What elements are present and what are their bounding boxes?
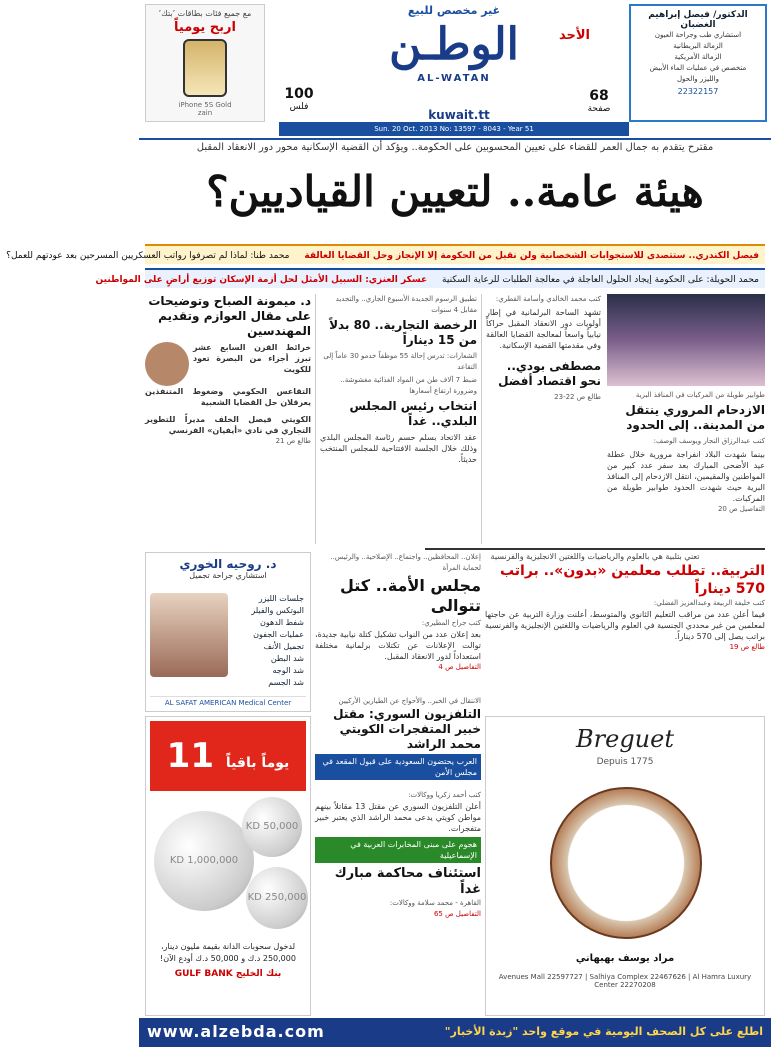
story-more: التفاصيل ص 4 xyxy=(438,663,481,671)
watch-since: Depuis 1775 xyxy=(596,757,654,767)
logo-tag: غير مخصص للبيع xyxy=(407,4,501,17)
derm-doctor-name: د. روحيه الخوري xyxy=(179,557,277,571)
gulf-bank-ad[interactable] xyxy=(145,716,311,1016)
opinion-column[interactable] xyxy=(145,294,311,544)
ad-line-2: اربح يومياً xyxy=(174,20,236,35)
ad-line-3: iPhone 5S Gold xyxy=(178,101,232,109)
derm-service: تجميل الأنف xyxy=(263,642,304,651)
story-bar: هجوم على مبنى المخابرات العربية في الإسماعيلية xyxy=(315,837,481,863)
license-story[interactable] xyxy=(315,294,477,544)
story-byline: كتب جراح المطيري: xyxy=(421,619,481,627)
derm-service: شفط الدهون xyxy=(260,618,304,627)
doctor-line-3: الزمالة الأمريكية xyxy=(674,53,722,61)
derm-specialty: استشاري جراحة تجميل xyxy=(189,571,267,580)
syria-story[interactable] xyxy=(315,696,481,786)
gulf-ad-text: لدخول سحوبات الدانة بقيمة مليون دينار، 250,000 د.ك و 50,000 د.ك أودع الآن! xyxy=(160,942,296,963)
story-body: تشهد الساحة البرلمانية في إطار أولويات دور الانعقاد المقبل حراكاً نيابياً واسعاً لمعالجة القضايا العالقة وفي مقدمتها القضية الإسكانية. xyxy=(486,308,601,350)
story-kicker: إعلان.. المحافظين.. واجتماع.. الإصلاحية.. والرئيس.. لحماية المرأة xyxy=(330,553,481,572)
story-headline: الرخصة التجارية.. 80 بدلاً من 15 ديناراً xyxy=(329,318,477,347)
quote-headline: مصطفى بودي.. نحو اقتصاد أفضل xyxy=(498,359,601,388)
story-headline: الازدحام المروري ينتقل من المدينة.. إلى الحدود xyxy=(625,403,765,432)
story-body: بينما شهدت البلاد انفراجة مرورية خلال عطلة عيد الأضحى المبارك بعد سفر عدد كبير من المواطنين والمقيمين، انتقل الازدحام إلى المنافذ البرية حيث شهدت الحدود طوابير طويلة من المركبات. xyxy=(607,450,765,503)
derm-service: شد البطن xyxy=(270,654,304,663)
doctor-photo xyxy=(150,593,228,677)
logo-arabic: الوطـن xyxy=(389,19,519,70)
story-headline: مجلس الأمة.. كتل تتوالى xyxy=(339,576,481,615)
iphone-image xyxy=(183,39,227,97)
story-byline: كتب خليفة الربيعة وعبدالعزيز الفضلي: xyxy=(653,599,765,607)
days-left-count: 11 xyxy=(166,736,214,776)
price-unit: فلس xyxy=(289,102,309,112)
council-headline: انتخاب رئيس المجلس البلدي.. غداً xyxy=(349,399,477,428)
doctor-name: الدكتور/ فيصل إبراهيم الغضبان xyxy=(648,10,748,30)
education-story[interactable] xyxy=(485,562,765,712)
issue-day: الأحد xyxy=(559,28,591,43)
story-byline: كتب أحمد زكريا ووكالات: xyxy=(408,791,481,799)
column-item-2: التقاعس الحكومي وضغوط المتنفذين يعرقلان حل القضايا الشعبية xyxy=(145,387,311,407)
derm-services xyxy=(251,593,304,689)
breguet-watch-ad[interactable] xyxy=(485,716,765,1016)
story-sub-2: ضبط 7 آلاف طن من المواد الغذائية مغشوشة.. وضرورة ارتفاع أسعارها xyxy=(340,376,477,395)
headline-strip-2 xyxy=(95,268,765,288)
derm-service: شد الجسم xyxy=(268,678,304,687)
strip2-item-b[interactable]: عسكر العنزي: السبيل الأمثل لحل أزمة الإسكان توزيع أراضٍ على المواطنين xyxy=(95,275,428,285)
story-byline: كتب محمد الخالدي وأسامة القطري: xyxy=(495,295,601,303)
story-byline: كتب عبدالرزاق النجار ويوسف الوصف: xyxy=(653,437,765,445)
days-left-banner xyxy=(150,721,306,791)
column-item-3: الكويتي فيصل الخلف مديراً للتطوير التجاري في نادي «أيفيان» الفرنسي xyxy=(145,415,311,435)
story-more: التفاصيل ص 20 xyxy=(717,505,765,513)
parliament-story[interactable] xyxy=(481,294,601,544)
strip1-item-b[interactable]: محمد طنا: لماذا لم تصرفوا رواتب العسكريين المسرحين بعد عودتهم للعمل؟ xyxy=(6,251,290,261)
watch-brand: Breguet xyxy=(576,725,674,753)
doctor-phone: 22322157 xyxy=(677,87,719,96)
logo-english: AL-WATAN xyxy=(417,73,491,84)
footer-site[interactable]: www.alzebda.com xyxy=(147,1022,325,1041)
gulf-bank-logo: بنك الخليج GULF BANK xyxy=(174,969,282,979)
headline-strip-1 xyxy=(6,244,765,264)
story-headline: التلفزيون السوري: مقتل خبير المتفجرات الكويتي محمد الراشد xyxy=(333,707,481,751)
footer-slogan: اطلع على كل الصحف اليومية في موقع واحد "زبدة الأخبار" xyxy=(444,1025,763,1038)
derm-service: جلسات الليزر xyxy=(258,594,304,603)
column-more: طالع ص 21 xyxy=(275,437,311,445)
story-body: بعد إعلان عدد من النواب تشكيل كتلة نيابية جديدة، توالت الإعلانات عن تكتلات برلمانية مختلفة استعداداً لدور الانعقاد المقبل. xyxy=(315,630,481,661)
education-strap: تعني بتلبية هي بالعلوم والرياضيات واللغتين الانجليزية والفرنسية xyxy=(425,548,765,561)
border-traffic-photo xyxy=(607,294,765,386)
page-count xyxy=(579,88,619,114)
assembly-story[interactable] xyxy=(315,552,481,692)
prize-balls xyxy=(150,791,306,941)
story-kicker: تطبيق الرسوم الجديدة الأسبوع الجاري.. والتجديد مقابل 4 سنوات xyxy=(335,295,477,314)
main-headline[interactable]: هيئة عامة.. لتعيين القياديين؟ xyxy=(206,167,704,216)
story-kicker: الانتقال في الخبر.. والأحواج عن الطيارين الأركيين xyxy=(338,697,481,705)
ad-line-1: مع جميع فئات بطاقات ’بتك’ xyxy=(158,9,252,18)
watch-addresses: Avenues Mall 22597727 | Salhiya Complex 22467626 | Al Hamra Luxury Center 22270208 xyxy=(498,973,752,989)
site-url[interactable]: kuwait.tt xyxy=(428,108,490,122)
doctor-line-5: والليزر والحول xyxy=(676,75,720,83)
story-more: التفاصيل ص 65 xyxy=(433,910,481,918)
columnist-photo xyxy=(145,342,189,386)
price-value: 100 xyxy=(284,86,314,102)
story-body: فيما أعلن عدد من مراقب التعليم الثانوي والمتوسط، أعلنت وزارة التربية عن حاجتها لمعلمين من غير محددي الجنسية في العلوم والرياضيات واللغتين الإنجليزية والفرنسية براتب يصل إلى 570 ديناراً. xyxy=(485,610,765,641)
eye-doctor-ad[interactable] xyxy=(629,4,767,122)
derm-footer: AL SAFAT AMERICAN Medical Center xyxy=(150,696,306,707)
derm-service: البوتكس والفيلر xyxy=(251,606,304,615)
footer-banner[interactable] xyxy=(139,1018,771,1047)
traffic-story[interactable] xyxy=(607,294,765,544)
mubarak-story[interactable] xyxy=(315,790,481,1016)
doctor-line-4: متخصص في عمليات الماء الأبيض xyxy=(649,64,747,72)
main-kicker: مقترح يتقدم به جمال العمر للقضاء على تعيين المحسوبين على الحكومة.. ويؤكد أن القضية الإسكانية محور دور الانعقاد المقبل xyxy=(196,142,714,153)
derm-service: عمليات الجفون xyxy=(253,630,304,639)
zain-iphone-ad[interactable] xyxy=(145,4,265,122)
column-headline: د. ميمونة الصباح وتوضيحات على مقال العوازم وتقديم المهندسين xyxy=(148,294,311,338)
doctor-line-2: الزمالة البريطانية xyxy=(673,42,723,50)
derm-service: شد الوجه xyxy=(272,666,304,675)
days-left-label: يوماً باقياً xyxy=(225,755,290,771)
story-kicker: طوابير طويلة من المركبات في المنافذ البرية xyxy=(635,391,765,399)
doctor-line-1: استشاري طب وجراحة العيون xyxy=(654,31,742,39)
watch-image xyxy=(550,787,702,939)
story-bar: العرب يحتضون السعودية على قبول المقعد في مجلس الأمن xyxy=(315,754,481,780)
story-byline-2: القاهرة - محمد سلامة ووكالات: xyxy=(389,899,481,907)
story-more: طالع ص 22-23 xyxy=(554,393,601,401)
issue-price xyxy=(279,86,319,112)
strip2-item-a[interactable]: محمد الحويلة: على الحكومة إيجاد الحلول العاجلة في معالجة الطلبات للرعاية السكنية xyxy=(442,275,759,285)
dermatology-ad[interactable] xyxy=(145,552,311,712)
prize-ball-large: KD 1,000,000 xyxy=(154,811,254,911)
story-more: طالع ص 19 xyxy=(729,643,765,651)
story-body: عقد الاتحاد بسلم حسم رئاسة المجلس البلدي وذلك خلال الجلسة الافتتاحية للمجلس المنتخب حديثاً. xyxy=(320,433,477,464)
prize-ball-medium: KD 50,000 xyxy=(242,797,302,857)
dateline: Sun. 20 Oct. 2013 No: 13597 - 8043 - Year 51 xyxy=(279,122,629,136)
ad-line-4: zain xyxy=(197,109,213,117)
story-headline: استئناف محاكمة مبارك غداً xyxy=(334,866,481,897)
pages-unit: صفحة xyxy=(587,104,611,114)
pages-value: 68 xyxy=(589,88,609,104)
story-headline: التربية.. تطلب معلمين «بدون».. براتب 570 ديناراً xyxy=(499,563,765,597)
prize-ball-small: KD 250,000 xyxy=(246,867,308,929)
story-body: أعلن التلفزيون السوري عن مقتل 13 مقاتلاً بينهم مواطن كويتي يدعى محمد الراشد الذي يعتبر خبير متفجرات. xyxy=(315,802,482,833)
strip1-item-a[interactable]: فيصل الكندري.. ستتصدى للاستجوابات الشخصانية ولن نقبل من الحكومة إلا الإنجاز وحل القضايا العالقة xyxy=(304,251,759,261)
newspaper-logo[interactable] xyxy=(349,4,559,84)
watch-dealer: مراد يوسف بهبهاني xyxy=(575,953,675,964)
column-item-1: خرائط القرن السابع عشر تبرز أجزاء من البصرة تعود للكويت xyxy=(193,343,311,374)
story-sub: الشعارات: تدرس إحالة 55 موظفاً خدمو 30 عاماً إلى التقاعد xyxy=(323,352,477,371)
